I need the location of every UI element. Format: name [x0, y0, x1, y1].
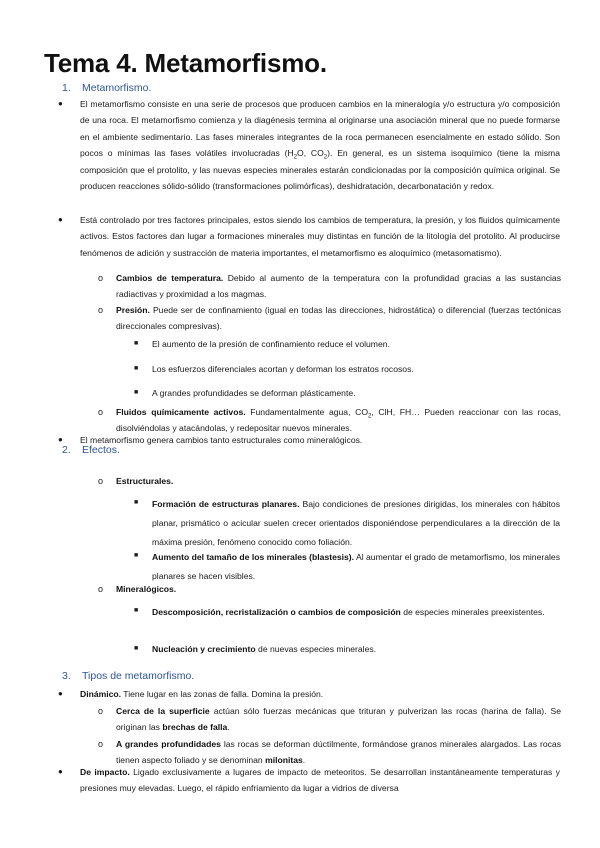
item-mineralogicos: Mineralógicos. — [116, 584, 177, 594]
bullet-dot: ● — [58, 689, 63, 698]
subitem-presion: El aumento de la presión de confinamiento reduce el volumen. — [152, 339, 390, 349]
paragraph-metamorfismo-definicion: El metamorfismo consiste en una serie de procesos que producen cambios en la mineralogía y/o estructura y/o composición de una roca. El metamorfismo comienza y la diagénesis termina al originarse una asociación mineral que no puede formarse en el ambiente sedimentario. Las fases minerales integrantes de la roca permanecen esencialmente en estado sólido. Son pocos o mínimas las fases volátiles involucradas ($H_2O$, $CO_2$). En general, es un sistema isoquímico (tiene la misma composición que el protolito, y las nuevas especies minerales estarán condicionadas por la composición química original. Se producen reacciones sólido-sólido (transformaciones polimórficas), deshidratación, decarbonatación y redox. — [80, 99, 560, 192]
bullet-dot: ● — [58, 435, 63, 444]
item-dinamico: Dinámico. Tiene lugar en las zonas de falla. Domina la presión. — [80, 689, 324, 699]
subitem-profundidades: A grandes profundidades las rocas se deforman dúctilmente, formándose granos minerales alargados. Las rocas tienen aspecto foliado y se denominan milonitas. — [116, 739, 561, 766]
bullet-dot: ● — [58, 767, 63, 776]
bullet-circle: o — [98, 407, 104, 417]
section-title: Tipos de metamorfismo. — [82, 670, 195, 682]
bullet-circle: o — [98, 584, 104, 594]
paragraph-efectos: El metamorfismo genera cambios tanto estructurales como mineralógicos. — [80, 435, 363, 445]
bullet-square: ■ — [134, 389, 139, 396]
subitem-estructuras-planares: Formación de estructuras planares. Bajo condiciones de presiones dirigidas, los minerales con hábitos planar, prismático o acicular suelen crecer orientados disponiéndose perpendiculares a la dirección de la máxima presión, fenómeno conocido como foliación. — [152, 499, 561, 547]
subitem-descomposicion: Descomposición, recristalización o cambios de composición de especies minerales preexistentes. — [152, 607, 545, 617]
section-number: 2. — [62, 444, 71, 456]
bullet-square: ■ — [134, 607, 139, 614]
item-impacto: De impacto. Ligado exclusivamente a lugares de impacto de meteoritos. Se desarrollan instantáneamente temperaturas y presiones muy elevadas. Luego, el rápido enfriamiento da lugar a vidrios de diversa — [80, 767, 560, 794]
bullet-square: ■ — [134, 365, 139, 372]
bullet-square: ■ — [134, 552, 139, 559]
section-heading-1 — [62, 82, 151, 94]
subitem-blastesis: Aumento del tamaño de los minerales (blastesis). Al aumentar el grado de metamorfismo, los minerales planares se hacen visibles. — [152, 552, 560, 581]
item-estructurales: Estructurales. — [116, 476, 174, 486]
item-fluidos: Fluidos químicamente activos. Fundamentalmente agua, $CO_2$, ClH, FH… Pueden reaccionar con las rocas, disolviéndolas y atacándolas, y redepositar nuevos minerales. — [116, 407, 562, 434]
bullet-square: ■ — [134, 499, 139, 506]
bullet-circle: o — [98, 273, 104, 283]
section-title: Efectos. — [82, 444, 120, 456]
section-title: Metamorfismo. — [82, 82, 152, 94]
bullet-square: ■ — [134, 340, 139, 347]
page-title: Tema 4. Metamorfismo. — [44, 48, 327, 78]
bullet-circle: o — [98, 476, 104, 486]
bullet-dot: ● — [58, 99, 63, 108]
section-heading-3 — [62, 670, 194, 682]
section-number: 3. — [62, 670, 71, 682]
subitem-presion: Los esfuerzos diferenciales acortan y deforman los estratos rocosos. — [152, 364, 414, 374]
subitem-presion: A grandes profundidades se deforman plásticamente. — [152, 388, 356, 398]
bullet-circle: o — [98, 706, 104, 716]
section-number: 1. — [62, 82, 71, 94]
subitem-superficie: Cerca de la superficie actúan sólo fuerzas mecánicas que trituran y pulverizan las rocas (harina de falla). Se originan las brechas de falla. — [116, 706, 561, 733]
item-temperatura: Cambios de temperatura. Debido al aumento de la temperatura con la profundidad gracias a las sustancias radiactivas y proximidad a los magmas. — [116, 273, 562, 300]
bullet-square: ■ — [134, 645, 139, 652]
bullet-circle: o — [98, 305, 104, 315]
bullet-circle: o — [98, 739, 104, 749]
item-presion: Presión. Puede ser de confinamiento (igual en todas las direcciones, hidrostática) o diferencial (fuerzas tectónicas direccionales compresivas). — [116, 305, 561, 332]
bullet-dot: ● — [58, 215, 63, 224]
paragraph-factores: Está controlado por tres factores principales, estos siendo los cambios de temperatura, la presión, y los fluidos químicamente activos. Estos factores dan lugar a formaciones minerales muy distintas en función de la litología del protolito. Al producirse fenómenos de adición y sustracción de materia importantes, el metamorfismo es aloquímico (metasomatismo). — [80, 215, 560, 258]
subitem-nucleacion: Nucleación y crecimiento de nuevas especies minerales. — [152, 644, 377, 654]
